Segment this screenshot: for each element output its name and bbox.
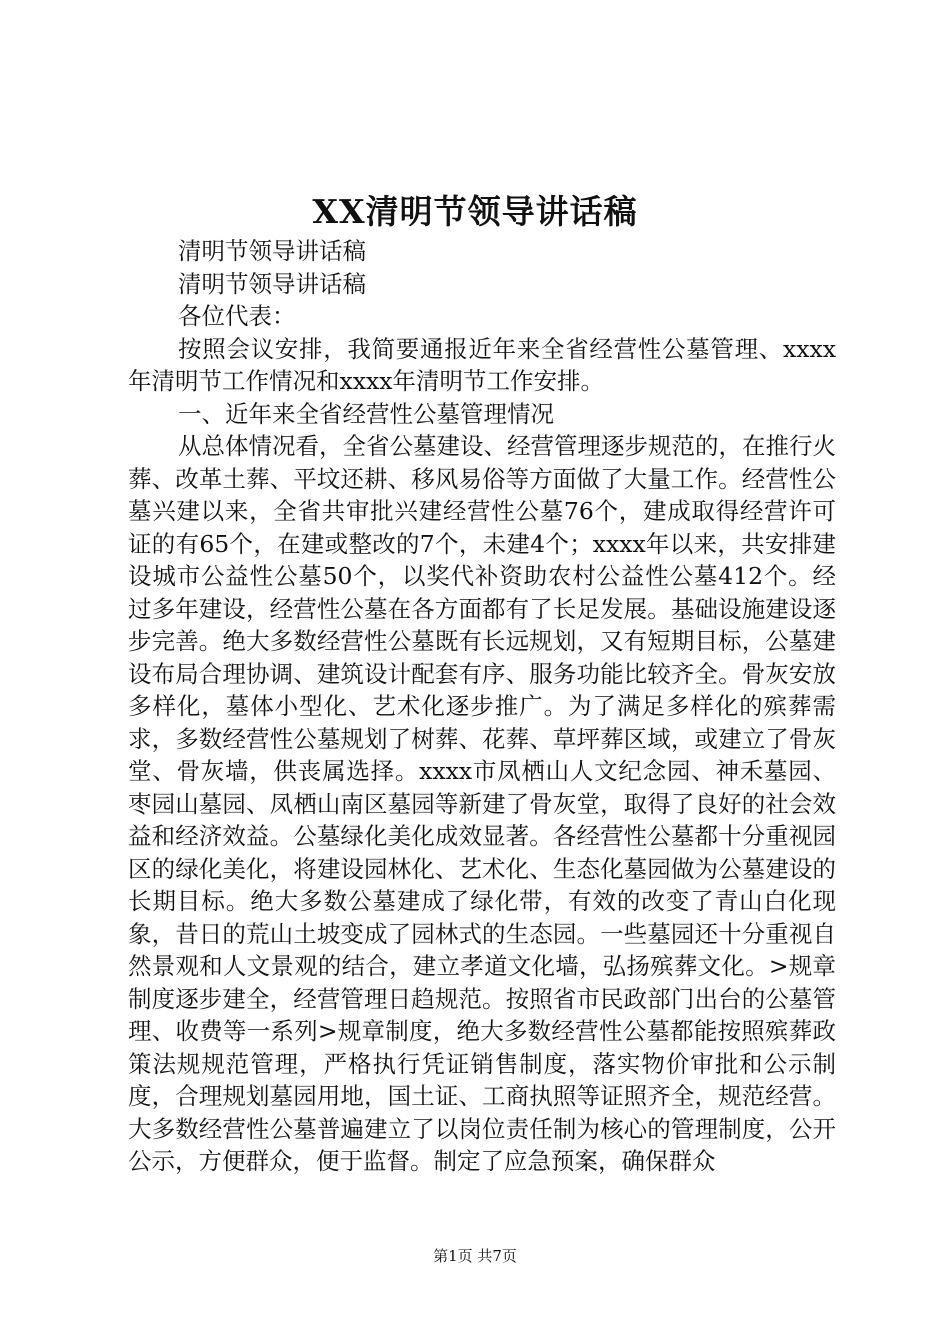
paragraph: 各位代表： bbox=[178, 302, 296, 330]
document-title: XX清明节领导讲话稿 bbox=[312, 192, 638, 231]
document-body bbox=[128, 235, 836, 1178]
paragraph: 清明节领导讲话稿 bbox=[178, 269, 366, 298]
paragraph: 清明节领导讲话稿 bbox=[178, 237, 366, 265]
paragraph: 从总体情况看，全省公墓建设、经营管理逐步规范的，在推行火葬、改革土葬、平坟还耕、移风易俗等方面做了大量工作。经营性公墓兴建以来，全省共审批兴建经营性公墓76个，建成取得经营许可证的有65个，在建或整改的7个，未建4个；xxxx年以来，共安排建设城市公益性公墓50个，以奖代补资助农村公益性公墓412个。经过多年建设，经营性公墓在各方面都有了长足发展。基础设施建设逐步完善。绝大多数经营性公墓既有长远规划，又有短期目标，公墓建设布局合理协调、建筑设计配套有序、服务功能比较齐全。骨灰安放多样化，墓体小型化、艺术化逐步推广。为了满足多样化的殡葬需求，多数经营性公墓规划了树葬、花葬、草坪葬区域，或建立了骨灰堂、骨灰墙，供丧属选择。xxxx市凤栖山人文纪念园、神禾墓园、枣园山墓园、凤栖山南区墓园等新建了骨灰堂，取得了良好的社会效益和经济效益。公墓绿化美化成效显著。各经营性公墓都十分重视园区的绿化美化，将建设园林化、艺术化、生态化墓园做为公墓建设的长期目标。绝大多数公墓建成了绿化带，有效的改变了青山白化现象，昔日的荒山土坡变成了园林式的生态园。一些墓园还十分重视自然景观和人文景观的结合，建立孝道文化墙，弘扬殡葬文化。>规章制度逐步建全，经营管理日趋规范。按照省市民政部门出台的公墓管理、收费等一系列>规章制度，绝大多数经营性公墓都能按照殡葬政策法规规范管理，严格执行凭证销售制度，落实物价审批和公示制度，合理规划墓园用地，国土证、工商执照等证照齐全，规范经营。大多数经营性公墓普遍建立了以岗位责任制为核心的管理制度，公开公示，方便群众，便于监督。制定了应急预案，确保群众 bbox=[128, 432, 836, 1175]
paragraph: 按照会议安排，我简要通报近年来全省经营性公墓管理、xxxx年清明节工作情况和xxxx年清明节工作安排。 bbox=[128, 334, 836, 395]
section-heading: 一、近年来全省经营性公墓管理情况 bbox=[178, 399, 554, 428]
page-footer: 第1页 共7页 bbox=[433, 1247, 517, 1265]
